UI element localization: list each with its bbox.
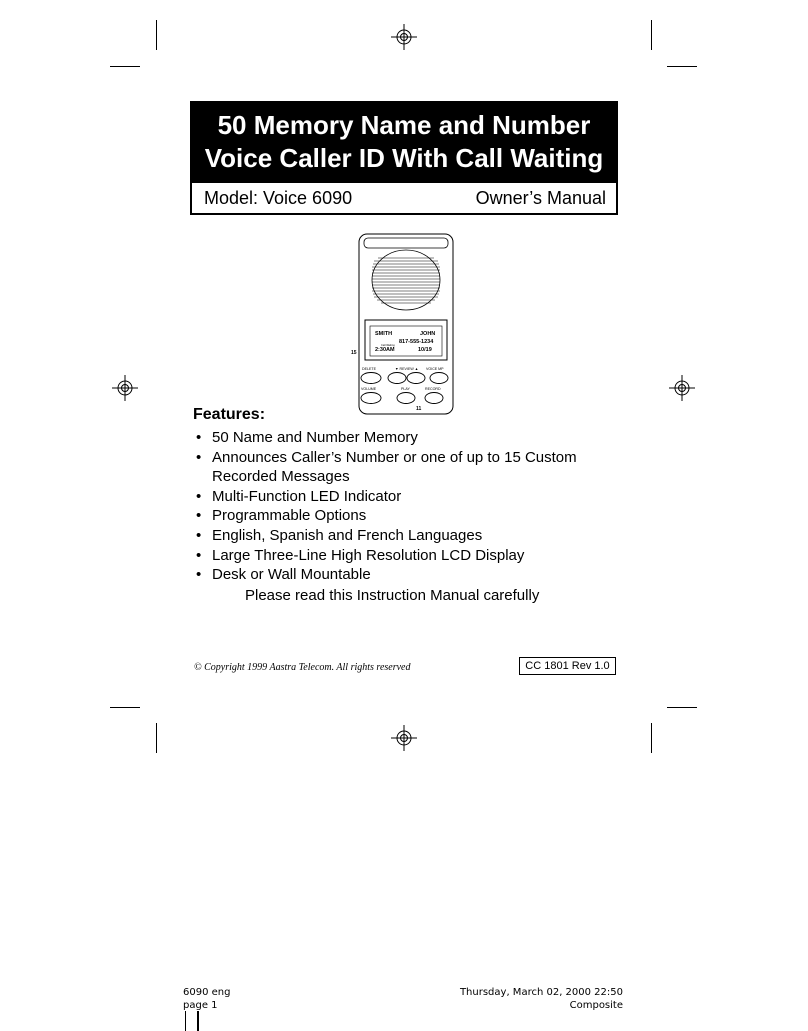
- manual-label: Owner’s Manual: [475, 188, 606, 208]
- crop-mark: [156, 723, 157, 753]
- delete-button-icon: [361, 373, 381, 384]
- registration-mark-icon: [391, 24, 417, 50]
- list-item: • Programmable Options: [196, 507, 367, 525]
- crop-mark: [110, 707, 140, 708]
- slug-date: Thursday, March 02, 2000 22:50: [459, 987, 623, 998]
- review-down-button-icon: [388, 373, 406, 384]
- screen-name-right: JOHN: [420, 331, 436, 337]
- side-label-left: 15: [351, 350, 357, 356]
- registration-mark-icon: [391, 725, 417, 751]
- features-heading: Features:: [193, 406, 266, 423]
- speaker-grille-icon: [372, 250, 440, 310]
- model-bar: [190, 183, 618, 215]
- model-label: Model: Voice 6090: [204, 188, 353, 208]
- volume-button-icon: [361, 393, 381, 404]
- button-label-voice: VOICE MP: [426, 367, 444, 371]
- screen-tag: Call Waiting: [381, 344, 395, 347]
- crop-mark: [185, 1011, 186, 1031]
- button-label-review: ▼ REVIEW ▲: [395, 367, 419, 371]
- button-label-play: PLAY: [401, 387, 410, 391]
- crop-mark: [667, 707, 697, 708]
- copyright-notice: © Copyright 1999 Aastra Telecom. All rights reserved: [194, 662, 411, 673]
- read-instructions-note: Please read this Instruction Manual carefully: [245, 587, 540, 604]
- slug-page: page 1: [183, 1000, 218, 1011]
- list-item: • 50 Name and Number Memory: [196, 429, 418, 446]
- crop-mark: [651, 20, 652, 50]
- slug-file: 6090 eng: [183, 987, 231, 998]
- button-label-volume: VOLUME: [361, 387, 377, 391]
- screen-time: 2:30AM: [375, 347, 395, 353]
- title-line-2: Voice Caller ID With Call Waiting: [204, 143, 604, 173]
- registration-mark-icon: [112, 375, 138, 401]
- play-button-icon: [397, 393, 415, 404]
- crop-mark: [667, 66, 697, 67]
- feature-list: [194, 428, 612, 585]
- caller-id-device-illustration: [350, 232, 462, 420]
- title-line-1: 50 Memory Name and Number: [217, 110, 591, 140]
- registration-mark-icon: [669, 375, 695, 401]
- list-item: • English, Spanish and French Languages: [196, 526, 483, 544]
- record-button-icon: [425, 393, 443, 404]
- side-label-bottom: 11: [416, 406, 422, 412]
- list-item: • Large Three-Line High Resolution LCD Display: [196, 546, 525, 564]
- crop-mark: [197, 1011, 199, 1031]
- crop-mark: [156, 20, 157, 50]
- crop-mark: [110, 66, 140, 67]
- list-item: • Announces Caller’s Number or one of up to 15 Custom Recorded Messages: [196, 448, 577, 486]
- document-title: [190, 101, 618, 183]
- list-item: • Multi-Function LED Indicator: [196, 487, 402, 505]
- revision-box: CC 1801 Rev 1.0: [519, 657, 616, 675]
- button-label-delete: DELETE: [362, 367, 376, 371]
- slug-plate: Composite: [569, 1000, 623, 1011]
- button-label-record: RECORD: [425, 387, 441, 391]
- review-up-button-icon: [407, 373, 425, 384]
- screen-number: 817-555-1234: [399, 339, 434, 345]
- screen-date: 10/19: [418, 347, 432, 353]
- voice-button-icon: [430, 373, 448, 384]
- list-item: • Desk or Wall Mountable: [196, 566, 371, 584]
- screen-name-left: SMITH: [375, 331, 393, 337]
- crop-mark: [651, 723, 652, 753]
